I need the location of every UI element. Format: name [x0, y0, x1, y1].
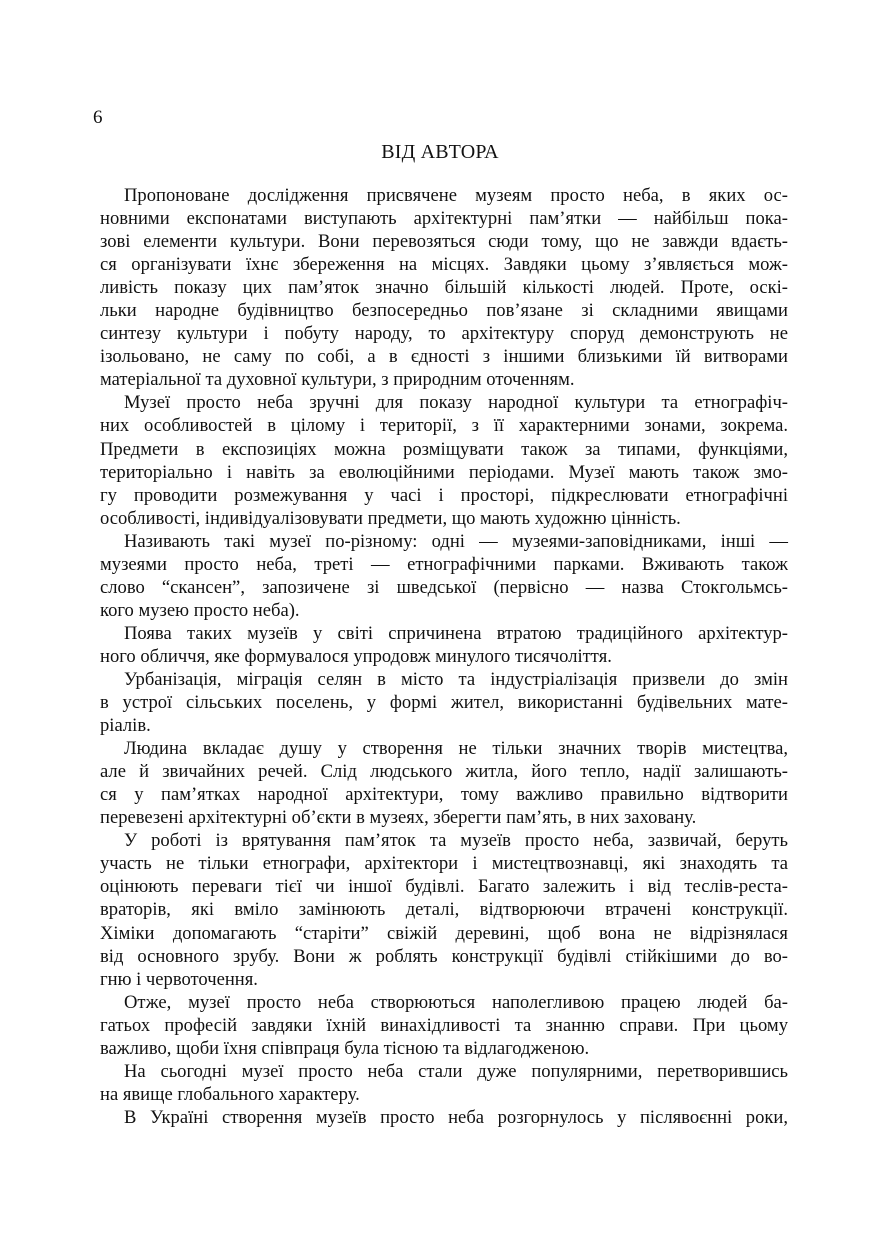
paragraph	[100, 391, 788, 529]
text-line: ся організувати їхнє збереження на місцях. Завдяки цьому з’являється мож-	[100, 254, 788, 276]
text-line: оцінюють переваги тієї чи іншої будівлі. Багато залежить і від теслів-реста-	[100, 876, 788, 898]
text-line: гу проводити розмежування у часі і просторі, підкреслювати етнографічні	[100, 484, 788, 506]
text-line: На сьогодні музеї просто неба стали дуже популярними, перетворившись	[124, 1060, 788, 1082]
page-number: 6	[93, 107, 103, 128]
text-line: участь не тільки етнографи, архітектори і мистецтвознавці, які знаходять та	[100, 853, 788, 875]
paragraph	[100, 622, 788, 668]
paragraph	[100, 1106, 788, 1129]
text-line: ного обличчя, яке формувалося упродовж минулого тисячоліття.	[100, 645, 612, 667]
text-line: гатьох професій завдяки їхній винахідливості та знанню справи. При цьому	[100, 1014, 788, 1036]
paragraph	[100, 991, 788, 1060]
text-line: слово “скансен”, запозичене зі шведської (первісно — назва Стокгольмсь-	[100, 576, 788, 598]
text-line: Називають такі музеї по-різному: одні — музеями-заповідниками, інші —	[124, 530, 788, 552]
text-line: Отже, музеї просто неба створюються наполегливою працею людей ба-	[124, 991, 788, 1013]
paragraph	[100, 829, 788, 990]
text-line: В Україні створення музеїв просто неба розгорнулось у післявоєнні роки,	[124, 1106, 788, 1128]
paragraph	[100, 530, 788, 622]
chapter-title: ВІД АВТОРА	[381, 141, 499, 163]
text-line: новними експонатами виступають архітектурні пам’ятки — найбільш пока-	[100, 208, 788, 230]
text-line: враторів, які вміло замінюють деталі, відтворюючи втрачені конструкції.	[100, 899, 788, 921]
text-line: ріалів.	[100, 715, 151, 737]
text-line: Предмети в експозиціях можна розміщувати також за типами, функціями,	[100, 438, 788, 460]
paragraph	[100, 737, 788, 829]
text-line: ся у пам’ятках народної архітектури, тому важливо правильно відтворити	[100, 784, 788, 806]
text-line: них особливостей в цілому і території, з її характерними зонами, зокрема.	[100, 415, 788, 437]
text-line: ізольовано, не саму по собі, а в єдності з іншими близькими їй витворами	[100, 346, 788, 368]
text-line: перевезені архітектурні об’єкти в музеях, зберегти пам’ять, в них заховану.	[100, 807, 697, 829]
text-line: Людина вкладає душу у створення не тільки значних творів мистецтва,	[124, 738, 788, 760]
text-line: від основного зрубу. Вони ж роблять конструкції будівлі стійкішими до во-	[100, 945, 788, 967]
text-line: але й звичайних речей. Слід людського житла, його тепло, надії залишають-	[100, 761, 788, 783]
text-line: синтезу культури і побуту народу, то архітектуру споруд демонструють не	[100, 323, 788, 345]
text-line: Хіміки допомагають “старіти” свіжій деревині, щоб вона не відрізнялася	[100, 922, 788, 944]
body-text	[100, 184, 788, 1129]
text-line: Поява таких музеїв у світі спричинена втратою традиційного архітектур-	[124, 622, 788, 644]
text-line: У роботі із врятування пам’яток та музеїв просто неба, зазвичай, беруть	[124, 830, 788, 852]
text-line: ливість показу цих пам’яток значно більшій кількості людей. Проте, оскі-	[100, 277, 788, 299]
text-line: льки народне будівництво безпосередньо пов’язане зі складними явищами	[100, 300, 788, 322]
paragraph	[100, 1060, 788, 1106]
text-line: територіально і навіть за еволюційними періодами. Музеї мають також змо-	[100, 461, 788, 483]
text-line: в устрої сільських поселень, у формі жител, використанні будівельних мате-	[100, 692, 788, 714]
paragraph	[100, 668, 788, 737]
text-line: Музеї просто неба зручні для показу народної культури та етнографіч-	[124, 392, 788, 414]
text-line: зові елементи культури. Вони перевозяться сюди тому, що не завжди вдаєть-	[100, 231, 788, 253]
text-line: Урбанізація, міграція селян в місто та індустріалізація призвели до змін	[124, 668, 788, 690]
paragraph	[100, 184, 788, 391]
text-line: гню і червоточення.	[100, 968, 258, 990]
text-line: музеями просто неба, треті — етнографічними парками. Вживають також	[100, 553, 788, 575]
text-line: важливо, щоби їхня співпраця була тісною та відлагодженою.	[100, 1037, 590, 1059]
text-line: кого музею просто неба).	[100, 599, 300, 621]
text-line: матеріальної та духовної культури, з природним оточенням.	[100, 369, 575, 391]
text-line: особливості, індивідуалізовувати предмети, що мають художню цінність.	[100, 507, 681, 529]
text-line: на явище глобального характеру.	[100, 1083, 360, 1105]
text-line: Пропоноване дослідження присвячене музеям просто неба, в яких ос-	[124, 185, 788, 206]
